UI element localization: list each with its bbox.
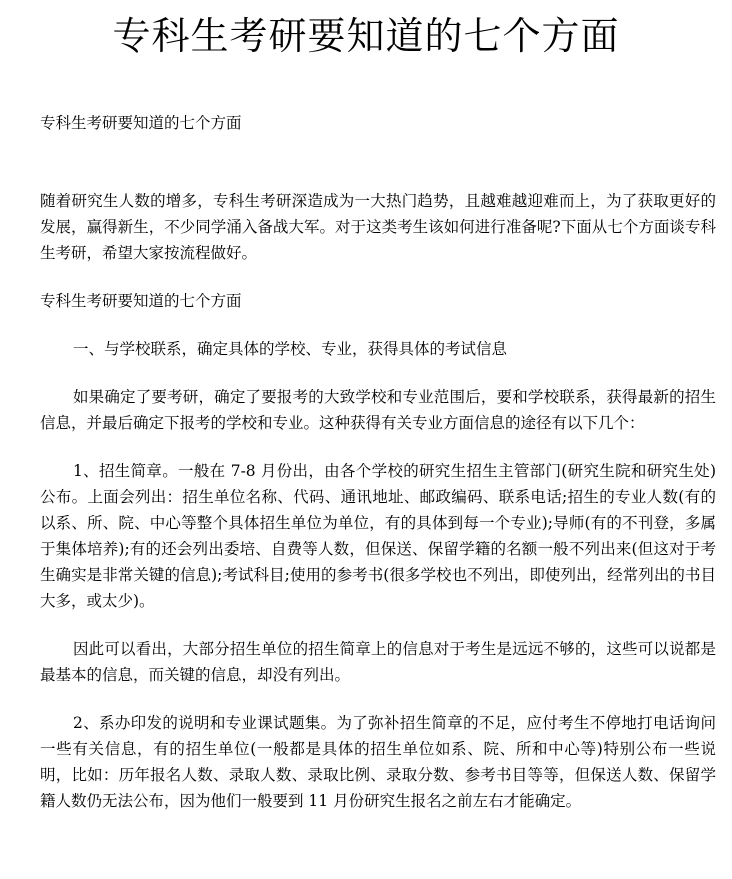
spacer <box>40 136 716 188</box>
document-body <box>40 110 716 814</box>
paragraph-1: 如果确定了要考研，确定了要报考的大致学校和专业范围后，要和学校联系，获得最新的招生信息，并最后确定下报考的学校和专业。这种获得有关专业方面信息的途径有以下几个： <box>40 388 716 432</box>
spacer <box>40 614 716 636</box>
section-heading-1: 一、与学校联系，确定具体的学校、专业，获得具体的考试信息 <box>73 340 508 358</box>
paragraph-4: 2、系办印发的说明和专业课试题集。为了弥补招生简章的不足，应付考生不停地打电话询问一些有关信息，有的招生单位(一般都是具体的招生单位如系、院、所和中心等)特别公布一些说明，比如：历年报名人数、录取人数、录取比例、录取分数、参考书目等等，但保送人数、保留学籍人数仍无法公布，因为他们一般要到 11 月份研究生报名之前左右才能确定。 <box>40 714 716 810</box>
document-subtitle-repeat: 专科生考研要知道的七个方面 <box>40 292 242 310</box>
document-title: 专科生考研要知道的七个方面 <box>112 14 620 58</box>
spacer <box>40 266 716 288</box>
document-subtitle: 专科生考研要知道的七个方面 <box>40 114 242 132</box>
spacer <box>40 688 716 710</box>
paragraph-2: 1、招生简章。一般在 7-8 月份出，由各个学校的研究生招生主管部门(研究生院和研究生处)公布。上面会列出：招生单位名称、代码、通讯地址、邮政编码、联系电话;招生的专业人数(有的以系、所、院、中心等整个具体招生单位为单位，有的具体到每一个专业);导师(有的不刊登，多属于集体培养);有的还会列出委培、自费等人数，但保送、保留学籍的名额一般不列出来(但这对于考生确实是非常关键的信息);考试科目;使用的参考书(很多学校也不列出，即使列出，经常列出的书目大多，或太少)。 <box>40 462 716 610</box>
spacer <box>40 362 716 384</box>
spacer <box>40 436 716 458</box>
intro-paragraph: 随着研究生人数的增多，专科生考研深造成为一大热门趋势，且越难越迎难而上，为了获取更好的发展，赢得新生，不少同学涌入备战大军。对于这类考生该如何进行准备呢?下面从七个方面谈专科生考研，希望大家按流程做好。 <box>40 192 716 262</box>
paragraph-3: 因此可以看出，大部分招生单位的招生简章上的信息对于考生是远远不够的，这些可以说都是最基本的信息，而关键的信息，却没有列出。 <box>40 640 716 684</box>
spacer <box>40 314 716 336</box>
